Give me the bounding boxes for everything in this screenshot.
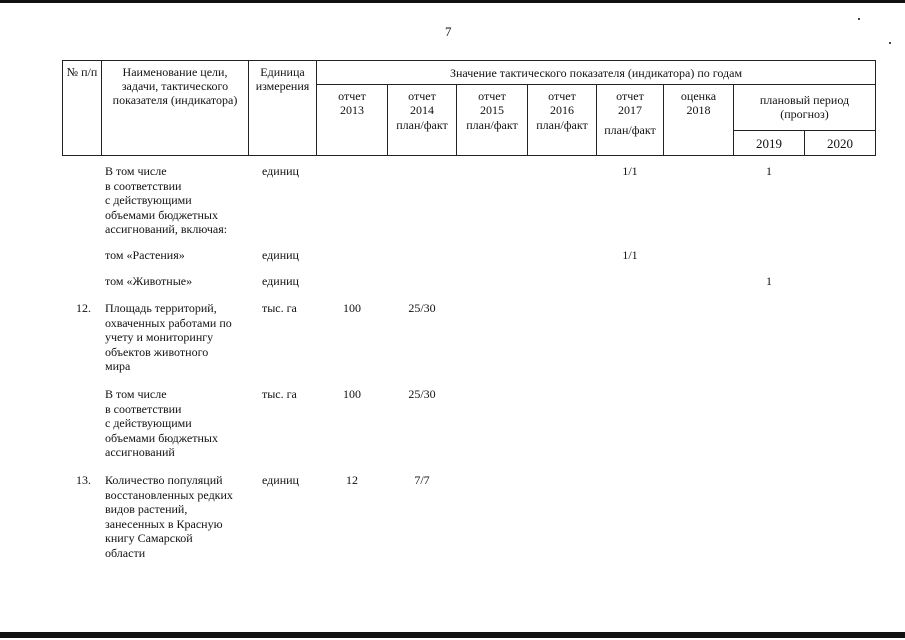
header-year-2017 bbox=[596, 84, 664, 156]
row-unit: тыс. га bbox=[262, 387, 297, 401]
header-year-2017-label: отчет 2017 bbox=[616, 89, 644, 117]
header-col-unit: Единица измерения bbox=[248, 60, 317, 156]
row-value-2017: 1/1 bbox=[622, 248, 638, 262]
row-name-line: ассигнований bbox=[105, 445, 175, 459]
header-planfact: план/факт bbox=[396, 118, 448, 132]
header-group-title: Значение тактического показателя (индикатора) по годам bbox=[316, 60, 876, 85]
row-value-2014: 7/7 bbox=[414, 473, 430, 487]
row-value-2013: 12 bbox=[346, 473, 358, 487]
header-year-2019: 2019 bbox=[733, 130, 805, 156]
row-unit: единиц bbox=[262, 274, 299, 288]
header-year-2016 bbox=[527, 84, 597, 156]
row-value-2013: 100 bbox=[343, 387, 361, 401]
row-name-line: объемами бюджетных bbox=[105, 430, 218, 445]
header-year-2013: отчет 2013 bbox=[316, 84, 388, 156]
row-name-line: видов растений, bbox=[105, 502, 188, 516]
row-name-line: том «Растения» bbox=[105, 248, 185, 262]
row-name-line: в соответствии bbox=[105, 178, 182, 193]
row-name-line: восстановленных редких bbox=[105, 487, 233, 502]
row-name-line: с действующими bbox=[105, 416, 192, 430]
header-plan-period: плановый период (прогноз) bbox=[733, 84, 876, 131]
header-planfact: план/факт bbox=[604, 123, 656, 137]
row-name-line: Количество популяций bbox=[105, 473, 223, 487]
row-name-line: объемами бюджетных bbox=[105, 207, 218, 222]
row-name-line: том «Животные» bbox=[105, 274, 193, 288]
header-year-2016-label: отчет 2016 bbox=[548, 89, 576, 117]
header-col-name: Наименование цели, задачи, тактического показателя (индикатора) bbox=[101, 60, 249, 156]
row-name-line: В том числе bbox=[105, 164, 167, 178]
row-name-line: в соответствии bbox=[105, 401, 182, 416]
row-unit: единиц bbox=[262, 248, 299, 262]
row-number: 12. bbox=[76, 301, 91, 315]
row-value-2013: 100 bbox=[343, 301, 361, 315]
page-number: 7 bbox=[445, 24, 452, 39]
row-number: 13. bbox=[76, 473, 91, 487]
row-name-line: охваченных работами по bbox=[105, 315, 232, 330]
row-name-line: объектов животного bbox=[105, 344, 209, 359]
header-year-2015 bbox=[456, 84, 528, 156]
row-name-line: ассигнований, включая: bbox=[105, 222, 228, 236]
header-year-2020: 2020 bbox=[804, 130, 876, 156]
bottom-border-line bbox=[0, 632, 905, 638]
row-name-line: Площадь территорий, bbox=[105, 301, 217, 315]
row-name-line: книгу Самарской bbox=[105, 531, 193, 545]
row-value-2017: 1/1 bbox=[622, 164, 638, 178]
header-year-2014 bbox=[387, 84, 457, 156]
row-unit: тыс. га bbox=[262, 301, 297, 315]
header-planfact: план/факт bbox=[466, 118, 518, 132]
row-name-line: В том числе bbox=[105, 387, 167, 401]
scan-speck bbox=[858, 18, 860, 20]
row-unit: единиц bbox=[262, 164, 299, 178]
row-name-line: с действующими bbox=[105, 193, 192, 207]
row-name-line: учету и мониторингу bbox=[105, 330, 214, 344]
row-name-line: занесенных в Красную bbox=[105, 516, 223, 531]
row-value-2014: 25/30 bbox=[408, 387, 436, 401]
top-border-line bbox=[0, 0, 905, 3]
row-name-line: мира bbox=[105, 359, 131, 373]
row-value-2019: 1 bbox=[766, 274, 772, 288]
header-year-2015-label: отчет 2015 bbox=[478, 89, 506, 117]
row-unit: единиц bbox=[262, 473, 299, 487]
header-col-number: № п/п bbox=[62, 60, 102, 156]
header-year-2014-label: отчет 2014 bbox=[408, 89, 436, 117]
row-name-line: области bbox=[105, 545, 146, 560]
header-estimate-2018: оценка 2018 bbox=[663, 84, 734, 156]
scan-speck bbox=[889, 42, 891, 44]
header-planfact: план/факт bbox=[536, 118, 588, 132]
row-value-2019: 1 bbox=[766, 164, 772, 178]
row-value-2014: 25/30 bbox=[408, 301, 436, 315]
